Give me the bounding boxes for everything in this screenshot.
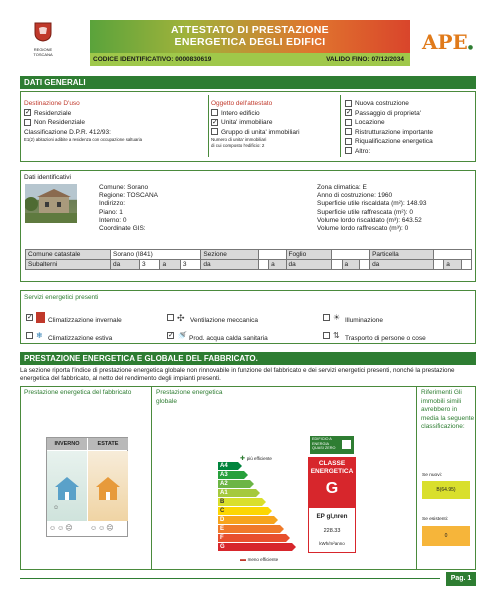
a-label: a <box>444 260 461 270</box>
servizi-title: Servizi energetici presenti <box>24 294 99 301</box>
codice-identificativo: CODICE IDENTIFICATIVO: 0000830619 <box>93 56 212 63</box>
piano-value: Piano: 1 <box>99 208 123 216</box>
class-bar-a1: A1 <box>218 489 256 497</box>
catasto-row-subalterni <box>26 260 472 270</box>
nzeb-label: EDIFICIO A ENERGIA QUASI ZERO <box>312 437 336 450</box>
sub-2-da-value <box>259 260 269 270</box>
motivo-label: Ristrutturazione importante <box>355 128 434 136</box>
intero-edificio-label: Intero edificio <box>221 109 260 117</box>
gruppo-unita-label: Gruppo di unita' immobiliari <box>221 128 300 136</box>
comune-catastale-value: Sorano (I841) <box>111 250 201 260</box>
da-label: da <box>201 260 259 270</box>
servizio-illuminazione[interactable] <box>323 309 383 327</box>
faucet-icon: 🚿 <box>177 330 187 340</box>
foglio-value <box>332 250 370 260</box>
ep-unit: kWh/m²anno <box>319 541 345 546</box>
se-esistenti-value: 0 <box>444 533 448 539</box>
col3-title: Riferimenti Gli immobili simili avrebbero in media la seguente classificazione: <box>421 389 475 430</box>
comune-value: Comune: Sorano <box>99 184 149 191</box>
a-label: a <box>160 260 180 270</box>
gruppo-unita-checkbox[interactable] <box>211 128 218 135</box>
prestazione-header: PRESTAZIONE ENERGETICA E GLOBALE DEL FABBRICATO. <box>20 352 476 365</box>
estate-smiley-icons: ☺☺☹ <box>90 525 115 532</box>
a-label: a <box>342 260 359 270</box>
volume-riscaldato-value: Volume lordo riscaldato (m³): 643.52 <box>317 216 422 224</box>
identificativi-right <box>317 184 426 233</box>
page-number: Pag. 1 <box>446 572 476 586</box>
motivo-label: Altro: <box>355 147 371 155</box>
class-bar-a3: A3 <box>218 471 244 479</box>
coordinate-gis-value: Coordinate GIS: <box>99 225 146 233</box>
acqua-calda-checkbox[interactable]: ✓ <box>168 332 174 340</box>
region-logo <box>28 22 58 62</box>
motivo-riqualificazione[interactable] <box>345 137 474 147</box>
class-bar-a2: A2 <box>218 480 250 488</box>
meno-efficiente-text: meno efficiente <box>247 557 279 562</box>
nuova-costruzione-checkbox[interactable] <box>345 100 352 107</box>
piu-efficiente-label <box>240 455 272 462</box>
estate-label: ESTATE <box>88 438 128 450</box>
servizio-label: Climatizzazione estiva <box>48 335 113 342</box>
header-title-2: ENERGETICA DEGLI EDIFICI <box>174 36 326 48</box>
ventilazione-checkbox[interactable] <box>167 314 174 321</box>
destinazione-title: Destinazione D'uso <box>24 100 80 107</box>
se-esistenti-label: Se esistenti: <box>422 517 449 522</box>
nzeb-checkbox <box>342 440 351 449</box>
classe-energetica-value: G <box>325 480 339 497</box>
passaggio-proprieta-checkbox[interactable]: ✓ <box>346 109 352 117</box>
snowflake-icon: ❄ <box>36 330 43 340</box>
unita-immobiliare-checkbox[interactable]: ✓ <box>212 118 218 126</box>
particella-value <box>434 250 472 260</box>
superficie-riscaldata-value: Superficie utile riscaldata (m²): 148.93 <box>317 200 427 208</box>
region-label: REGIONE <box>33 47 53 52</box>
header-banner <box>90 20 410 66</box>
comune-catastale-label: Comune catastale <box>26 250 111 260</box>
servizio-label: Ventilazione meccanica <box>190 317 258 324</box>
col2-title: Prestazione energetica globale <box>156 389 223 405</box>
elevator-icon: ⇅ <box>333 330 340 340</box>
valido-fino: VALIDO FINO: 07/12/2034 <box>326 56 404 63</box>
oggetto-attestato <box>208 95 338 157</box>
sub-4-a-value <box>461 260 471 270</box>
energy-class-scale <box>218 462 308 557</box>
svg-text:☺: ☺ <box>53 505 60 511</box>
motivo-label: Riqualificazione energetica <box>355 138 433 145</box>
regione-value: Regione: TOSCANA <box>99 192 159 200</box>
region-name: TOSCANA <box>33 52 53 57</box>
motivo-ristrutturazione[interactable] <box>345 128 474 138</box>
lightbulb-icon: ☀ <box>333 312 341 322</box>
divider <box>151 386 152 570</box>
servizio-label: Illuminazione <box>345 317 383 324</box>
zona-climatica-value: Zona climatica: E <box>317 184 367 191</box>
class-bar-e: E <box>218 525 280 533</box>
riqualificazione-checkbox[interactable] <box>345 138 352 145</box>
inverno-label: INVERNO <box>47 438 87 450</box>
se-esistenti-badge <box>422 526 470 546</box>
classificazione-detail: E1(2) abitazioni adibite a residenza con occupazione saltuaria <box>24 137 142 142</box>
identificativi-left <box>99 184 158 233</box>
minus-icon: ▬ <box>240 557 248 563</box>
servizio-acqua-calda[interactable] <box>167 327 268 345</box>
ep-value: 228.33 <box>323 528 341 534</box>
non-residenziale-checkbox[interactable] <box>24 119 31 126</box>
intero-edificio-checkbox[interactable] <box>211 109 218 116</box>
motivo-locazione[interactable] <box>345 118 474 128</box>
illuminazione-checkbox[interactable] <box>323 314 330 321</box>
residenziale-checkbox[interactable]: ✓ <box>25 109 31 117</box>
piu-efficiente-text: più efficiente <box>246 456 272 461</box>
da-label: da <box>111 260 140 270</box>
interno-value: Interno: 0 <box>99 216 127 224</box>
classe-energetica-box <box>308 457 356 553</box>
servizio-trasporto[interactable] <box>323 327 426 345</box>
dati-generali-header: DATI GENERALI <box>20 76 476 89</box>
nzeb-box <box>310 436 354 454</box>
da-label: da <box>370 260 434 270</box>
sezione-label: Sezione <box>201 250 259 260</box>
unita-immobiliare-option[interactable] <box>211 118 338 128</box>
residenziale-label: Residenziale <box>34 109 72 117</box>
footer-line <box>20 578 440 579</box>
class-bar-a4: A4 <box>218 462 238 470</box>
subalterno-a-value: 3 <box>180 260 200 270</box>
header-title-1: ATTESTATO DI PRESTAZIONE <box>171 24 329 36</box>
se-nuovi-label: Se nuovi: <box>422 473 443 478</box>
motivo-label: Nuova costruzione <box>355 100 409 107</box>
di-cui-label: di cui composto l'edificio: 2 <box>211 143 265 148</box>
fan-icon: ✣ <box>177 312 185 323</box>
building-photo-icon <box>25 184 77 223</box>
superficie-raffrescata-value: Superficie utile raffrescata (m²): 0 <box>317 208 413 216</box>
se-nuovi-badge <box>422 481 470 499</box>
foglio-label: Foglio <box>286 250 332 260</box>
volume-raffrescato-value: Volume lordo raffrescato (m³): 0 <box>317 225 409 233</box>
ep-label: EP gl,nren <box>316 513 348 520</box>
ape-logo <box>422 30 473 54</box>
house-estate-icon <box>88 451 128 521</box>
classificazione-label: Classificazione D.P.R. 412/93: <box>24 128 111 136</box>
oggetto-title: Oggetto dell'attestato <box>211 100 273 107</box>
col1-title: Prestazione energetica del fabbricato <box>24 389 132 396</box>
motivazione-list <box>340 95 474 157</box>
anno-costruzione-value: Anno di costruzione: 1960 <box>317 192 393 200</box>
servizio-climatizzazione-estiva[interactable] <box>26 327 112 345</box>
inverno-scale <box>47 451 87 521</box>
se-nuovi-value: B(64.95) <box>436 487 456 493</box>
particella-label: Particella <box>370 250 434 260</box>
servizio-label: Trasporto di persone o cose <box>345 335 426 342</box>
class-bar-c: C <box>218 507 268 515</box>
prestazione-description: La sezione riporta l'indice di prestazione energetica globale non rinnovabile in funzione del fabbricato e dei servizi energetici presenti, nonché la prestazione energetica del fabbricato, al netto del rendimento degli impianti presenti. <box>20 367 455 383</box>
indirizzo-value: Indirizzo: <box>99 200 126 208</box>
subalterni-label: Subalterni <box>26 260 111 270</box>
motivo-altro[interactable] <box>345 147 474 157</box>
class-bar-d: D <box>218 516 274 524</box>
ape-logo-suffix-icon: ● <box>467 44 474 51</box>
motivo-label: Passaggio di proprieta' <box>355 109 421 117</box>
climatizzazione-estiva-checkbox[interactable] <box>26 332 33 339</box>
plus-icon: ✚ <box>240 456 247 462</box>
servizio-label: Prod. acqua calda sanitaria <box>189 335 268 342</box>
sub-3-da-value <box>332 260 342 270</box>
estate-scale <box>88 451 128 521</box>
motivo-passaggio-proprieta[interactable] <box>345 109 474 119</box>
class-bar-g: G <box>218 543 292 551</box>
non-residenziale-option[interactable] <box>24 118 204 128</box>
destinazione-uso <box>24 99 204 143</box>
catasto-row-comune <box>26 250 472 260</box>
da-label: da <box>286 260 332 270</box>
radiator-icon <box>36 312 45 323</box>
fabbricato-panel <box>46 437 128 537</box>
subalterno-da-value: 3 <box>140 260 160 270</box>
meno-efficiente-label <box>240 557 278 563</box>
class-bar-b: B <box>218 498 262 506</box>
ristrutturazione-checkbox[interactable] <box>345 128 352 135</box>
inverno-smiley-icons: ☺☺☹ <box>49 525 74 532</box>
residenziale-option[interactable] <box>24 109 204 119</box>
climatizzazione-invernale-checkbox[interactable]: ✓ <box>27 314 33 322</box>
locazione-checkbox[interactable] <box>345 119 352 126</box>
building-photo <box>25 184 77 223</box>
sezione-value <box>259 250 287 260</box>
intero-edificio-option[interactable] <box>211 109 338 119</box>
unita-immobiliare-label: Unita' immobiliare <box>221 119 273 126</box>
a-label: a <box>269 260 286 270</box>
servizio-climatizzazione-invernale[interactable] <box>26 309 122 327</box>
ape-logo-text: APE <box>422 30 468 54</box>
sub-4-da-value <box>434 260 444 270</box>
region-crest-icon <box>34 22 52 42</box>
servizio-label: Climatizzazione invernale <box>48 317 122 324</box>
class-bar-f: F <box>218 534 286 542</box>
dati-identificativi-title: Dati identificativi <box>24 174 71 181</box>
gruppo-unita-option[interactable] <box>211 128 338 138</box>
altro-checkbox[interactable] <box>345 147 352 154</box>
classe-energetica-label: CLASSE ENERGETICA <box>310 460 354 475</box>
trasporto-checkbox[interactable] <box>323 332 330 339</box>
divider <box>416 386 417 570</box>
non-residenziale-label: Non Residenziale <box>34 119 85 126</box>
sub-3-a-value <box>359 260 369 270</box>
house-inverno-icon <box>47 451 87 521</box>
servizio-ventilazione[interactable] <box>167 309 258 327</box>
motivo-label: Locazione <box>355 119 385 126</box>
motivo-nuova-costruzione[interactable] <box>345 99 474 109</box>
numero-unita-label: Numero di unita' immobiliari <box>211 137 267 142</box>
catasto-table <box>25 249 472 270</box>
